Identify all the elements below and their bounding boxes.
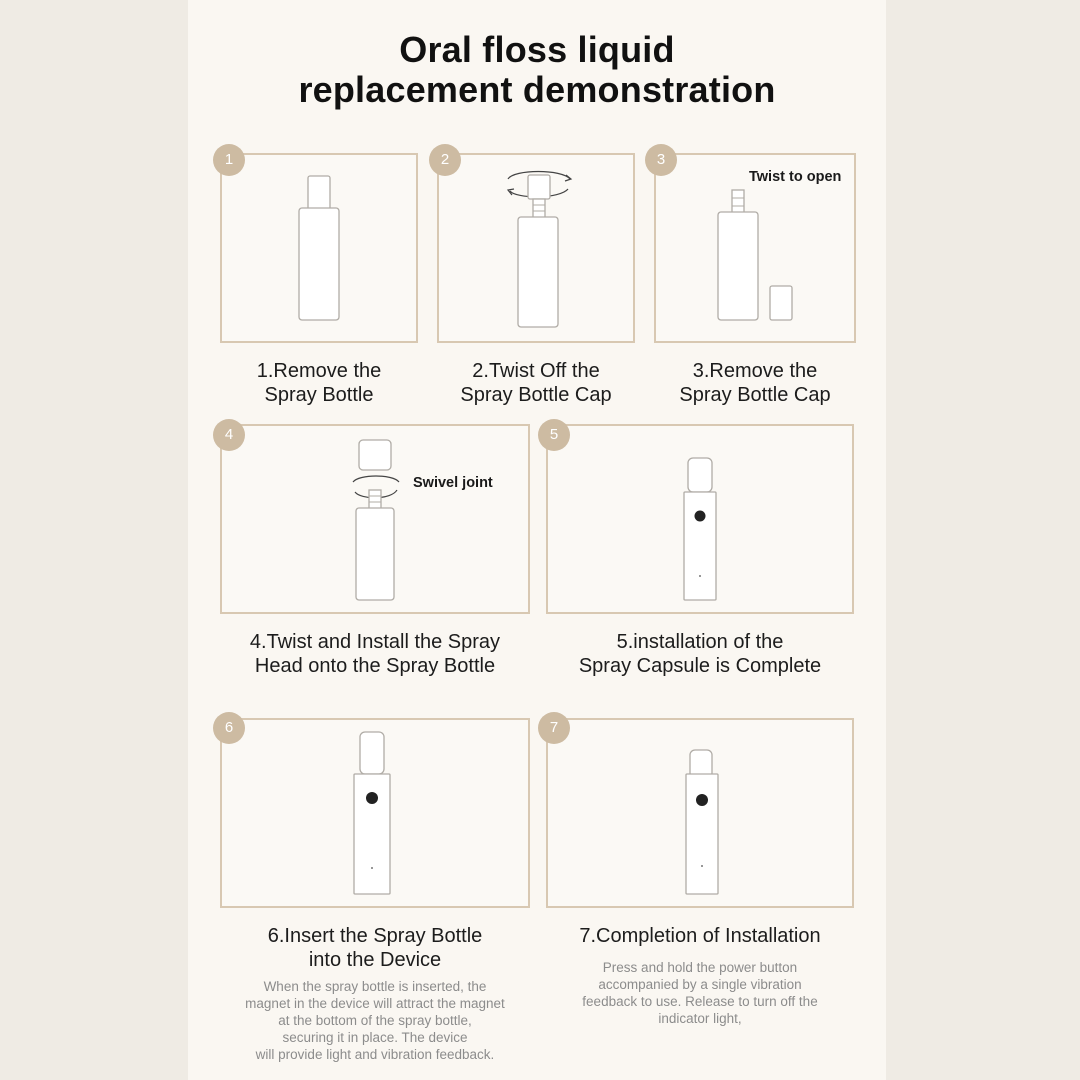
- step-5-caption-line-2: Spray Capsule is Complete: [578, 655, 822, 677]
- title-line-2: replacement demonstration: [298, 69, 776, 110]
- step-4-badge: 4: [213, 419, 245, 451]
- step-6-desc-line-2: magnet in the device will attract the magnet: [245, 996, 505, 1011]
- step-6-desc-line-4: securing it in place. The device: [282, 1030, 468, 1045]
- step-7-caption-line-1: 7.Completion of Installation: [579, 925, 821, 947]
- step-7-badge: 7: [538, 712, 570, 744]
- step-2-illustration: [500, 165, 580, 335]
- step-5-caption-line-1: 5.installation of the: [616, 631, 784, 653]
- step-6-illustration: [350, 728, 394, 898]
- step-1-badge: 1: [213, 144, 245, 176]
- step-3-caption: [654, 359, 856, 407]
- step-6-description: [205, 978, 545, 1063]
- step-1-illustration: [290, 170, 350, 330]
- step-1-caption-line-2: Spray Bottle: [264, 384, 374, 406]
- step-7-desc-line-2: accompanied by a single vibration: [598, 977, 802, 992]
- step-2-badge: 2: [429, 144, 461, 176]
- step-1-caption: [220, 359, 418, 407]
- step-5-badge: 5: [538, 419, 570, 451]
- step-3-badge: 3: [645, 144, 677, 176]
- step-7-desc-line-3: feedback to use. Release to turn off the: [582, 994, 818, 1009]
- step-3-illustration: [710, 186, 810, 326]
- step-6-desc-line-1: When the spray bottle is inserted, the: [263, 979, 487, 994]
- step-3-caption-line-1: 3.Remove the: [692, 360, 818, 382]
- step-2-caption-line-2: Spray Bottle Cap: [460, 384, 612, 406]
- step-5-illustration: [678, 452, 722, 604]
- step-2-caption: [437, 359, 635, 407]
- step-6-caption: [220, 924, 530, 972]
- step-7-desc-line-4: indicator light,: [658, 1011, 742, 1026]
- step-2-caption-line-1: 2.Twist Off the: [472, 360, 600, 382]
- step-4-caption: [220, 630, 530, 678]
- page-title: [188, 30, 886, 110]
- step-4-caption-line-1: 4.Twist and Install the Spray: [249, 631, 501, 653]
- step-7-desc-line-1: Press and hold the power button: [602, 960, 798, 975]
- step-6-caption-line-1: 6.Insert the Spray Bottle: [267, 925, 483, 947]
- step-3-note: Twist to open: [749, 169, 842, 185]
- step-6-desc-line-5: will provide light and vibration feedback.: [255, 1047, 495, 1062]
- step-7-description: [546, 959, 854, 1027]
- step-3-caption-line-2: Spray Bottle Cap: [679, 384, 831, 406]
- step-5-caption: [546, 630, 854, 678]
- step-4-note: Swivel joint: [413, 475, 493, 491]
- step-1-caption-line-1: 1.Remove the: [256, 360, 382, 382]
- step-7-illustration: [682, 746, 726, 898]
- step-7-caption: [546, 924, 854, 948]
- title-line-1: Oral floss liquid: [399, 29, 675, 70]
- step-6-desc-line-3: at the bottom of the spray bottle,: [278, 1013, 472, 1028]
- step-6-badge: 6: [213, 712, 245, 744]
- step-6-caption-line-2: into the Device: [308, 949, 442, 971]
- step-4-illustration: [345, 436, 415, 606]
- step-4-caption-line-2: Head onto the Spray Bottle: [254, 655, 496, 677]
